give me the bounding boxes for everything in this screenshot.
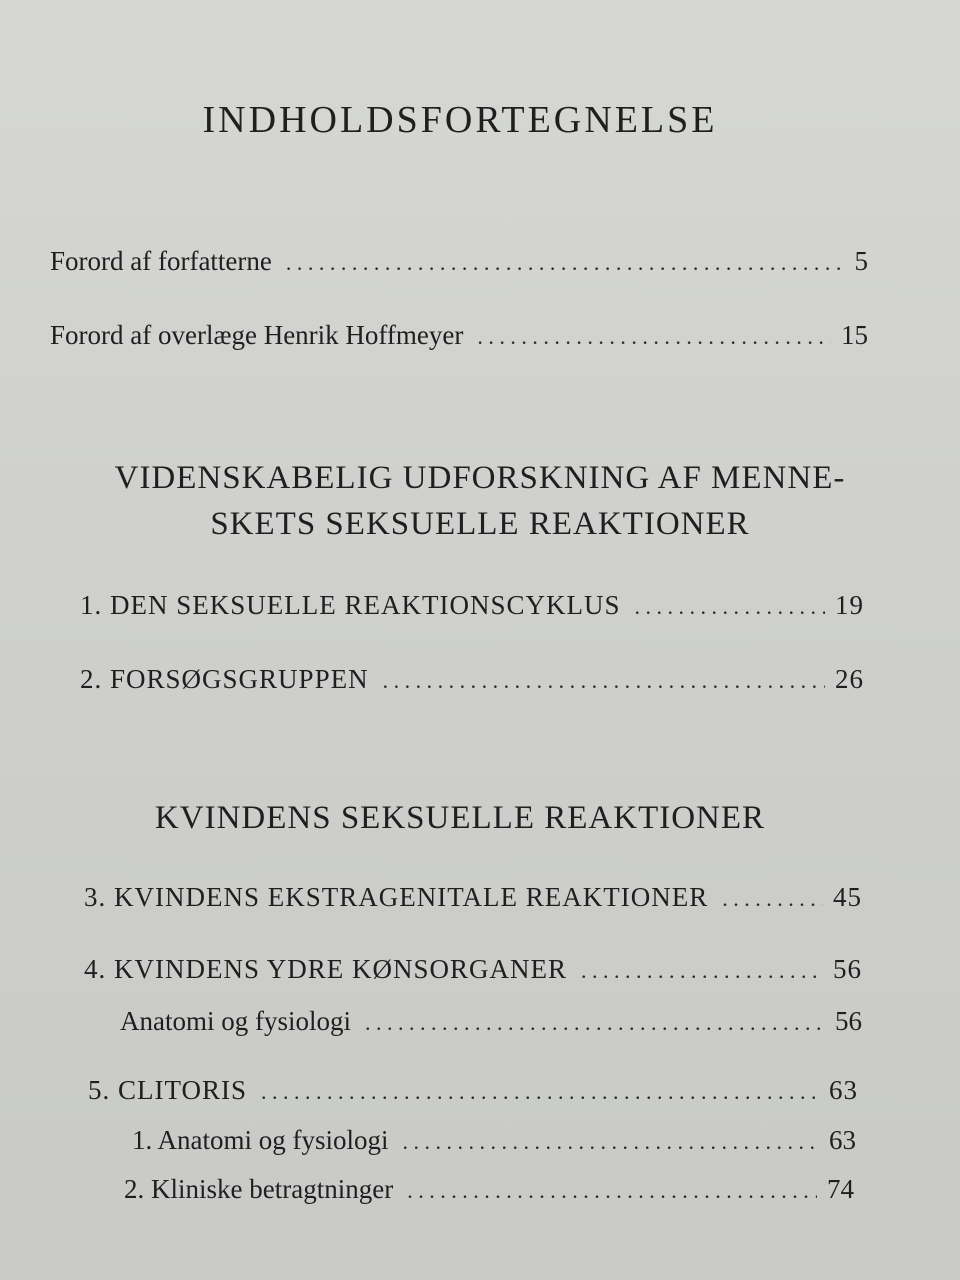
toc-entry-chapter-5 [88,1075,858,1106]
toc-entry-chapter-3 [84,882,862,913]
toc-page-number: 5 [854,246,868,276]
toc-page-number: 74 [827,1174,854,1204]
toc-entry-label: 1. Anatomi og fysiologi [132,1125,389,1155]
dot-leader [477,324,831,350]
toc-entry-chapter-1 [80,590,864,621]
toc-entry-preface-hoffmeyer [50,320,868,351]
toc-page-number: 19 [835,590,864,620]
toc-entry-label: 2. Kliniske betragtninger [124,1174,394,1204]
dot-leader [403,1129,820,1155]
section-heading-line-1: KVINDENS SEKSUELLE REAKTIONER [154,800,766,836]
toc-page-number: 63 [829,1125,856,1155]
dot-leader [261,1079,819,1105]
toc-page-number: 56 [835,1006,862,1036]
section-heading-line-2: SKETS SEKSUELLE REAKTIONER [210,506,750,542]
dot-leader [286,250,845,276]
toc-entry-label: Forord af overlæge Henrik Hoffmeyer [50,320,464,350]
section-heading-female-reactions [0,795,920,841]
toc-page-number: 15 [841,320,868,350]
toc-entry-chapter-4 [84,954,862,985]
dot-leader [635,594,826,620]
dot-leader [722,886,823,912]
toc-entry-label: Forord af forfatterne [50,246,272,276]
toc-page-number: 63 [829,1075,858,1105]
toc-entry-preface-authors [50,246,868,277]
section-heading-scientific-research [20,455,940,547]
toc-subentry-clinical-considerations [124,1174,854,1205]
section-heading-line-1: VIDENSKABELIG UDFORSKNING AF MENNE- [114,460,846,496]
toc-page-number: 45 [833,882,862,912]
toc-subentry-clitoris-anatomy [132,1125,856,1156]
dot-leader [365,1010,825,1036]
toc-entry-label: 5. CLITORIS [88,1075,248,1105]
toc-entry-label: 1. DEN SEKSUELLE REAKTIONSCYKLUS [80,590,621,620]
dot-leader [581,958,823,984]
toc-page-number: 56 [833,954,862,984]
dot-leader [407,1178,817,1204]
toc-entry-label: 3. KVINDENS EKSTRAGENITALE REAKTIONER [84,882,709,912]
toc-page-number: 26 [835,664,864,694]
toc-subentry-anatomy-physiology [120,1006,862,1037]
toc-entry-label: 4. KVINDENS YDRE KØNSORGANER [84,954,568,984]
toc-entry-label: Anatomi og fysiologi [120,1006,351,1036]
toc-entry-label: 2. FORSØGSGRUPPEN [80,664,369,694]
toc-entry-chapter-2 [80,664,864,695]
page-title: INDHOLDSFORTEGNELSE [202,99,718,141]
dot-leader [383,668,825,694]
